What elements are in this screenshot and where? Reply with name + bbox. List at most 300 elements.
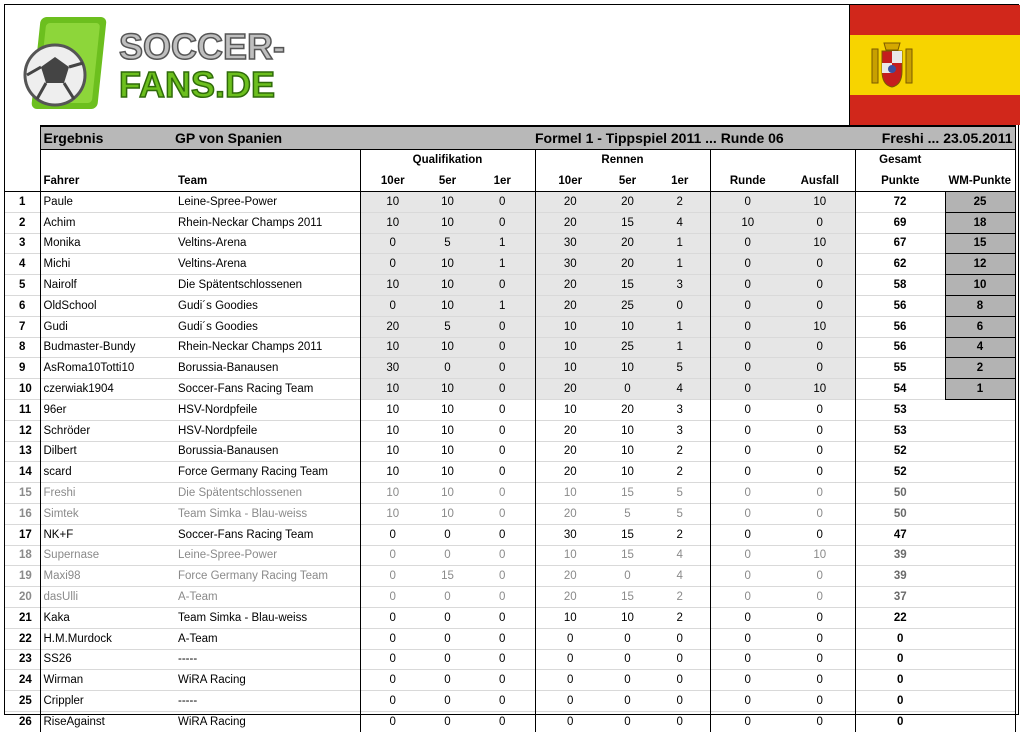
q5-cell: 0 <box>425 545 470 566</box>
q1-cell: 0 <box>470 399 535 420</box>
team-cell: Rhein-Neckar Champs 2011 <box>175 337 360 358</box>
team-cell: HSV-Nordpfeile <box>175 420 360 441</box>
wm-punkte-cell <box>945 566 1015 587</box>
q10-cell: 0 <box>360 628 425 649</box>
q5-cell: 0 <box>425 524 470 545</box>
r1-cell: 1 <box>650 316 710 337</box>
ausfall-cell: 0 <box>785 441 855 462</box>
q1-cell: 0 <box>470 275 535 296</box>
fahrer-cell: AsRoma10Totti10 <box>40 358 175 379</box>
r5-cell: 15 <box>605 212 650 233</box>
runde-cell: 0 <box>710 628 785 649</box>
q5-cell: 5 <box>425 233 470 254</box>
q5-cell: 0 <box>425 711 470 731</box>
r10-cell: 10 <box>535 483 605 504</box>
q5-cell: 10 <box>425 337 470 358</box>
r10-cell: 10 <box>535 358 605 379</box>
ausfall-cell: 0 <box>785 420 855 441</box>
r10-cell: 30 <box>535 233 605 254</box>
q10-cell: 10 <box>360 275 425 296</box>
punkte-cell: 0 <box>855 691 945 712</box>
results-sheet <box>4 4 1019 728</box>
fahrer-cell: Crippler <box>40 691 175 712</box>
punkte-cell: 0 <box>855 711 945 731</box>
r1-cell: 5 <box>650 503 710 524</box>
rank-cell: 24 <box>5 670 40 691</box>
rank-cell: 16 <box>5 503 40 524</box>
r10-cell: 10 <box>535 316 605 337</box>
r10-cell: 30 <box>535 524 605 545</box>
r1-cell: 1 <box>650 233 710 254</box>
punkte-cell: 50 <box>855 483 945 504</box>
r1-cell: 4 <box>650 566 710 587</box>
team-cell: Force Germany Racing Team <box>175 566 360 587</box>
fahrer-cell: dasUlli <box>40 587 175 608</box>
q1-cell: 0 <box>470 691 535 712</box>
team-cell: Leine-Spree-Power <box>175 192 360 213</box>
punkte-cell: 53 <box>855 420 945 441</box>
rank-cell: 11 <box>5 399 40 420</box>
group-qualifikation: Qualifikation <box>360 150 535 171</box>
rank-cell: 17 <box>5 524 40 545</box>
rank-cell: 12 <box>5 420 40 441</box>
team-cell: Die Spätentschlossenen <box>175 483 360 504</box>
q10-cell: 10 <box>360 503 425 524</box>
runde-cell: 0 <box>710 691 785 712</box>
table-row <box>5 379 1015 400</box>
col-r10: 10er <box>535 170 605 192</box>
ergebnis-label: Ergebnis <box>40 126 175 150</box>
r10-cell: 10 <box>535 337 605 358</box>
wm-punkte-cell <box>945 628 1015 649</box>
r10-cell: 20 <box>535 192 605 213</box>
col-punkte: Punkte <box>855 170 945 192</box>
rank-cell: 8 <box>5 337 40 358</box>
wm-punkte-cell <box>945 670 1015 691</box>
r10-cell: 10 <box>535 545 605 566</box>
q10-cell: 0 <box>360 587 425 608</box>
punkte-cell: 56 <box>855 316 945 337</box>
table-row <box>5 275 1015 296</box>
ausfall-cell: 0 <box>785 399 855 420</box>
punkte-cell: 62 <box>855 254 945 275</box>
wm-punkte-cell <box>945 545 1015 566</box>
q1-cell: 0 <box>470 503 535 524</box>
r5-cell: 10 <box>605 607 650 628</box>
wm-punkte-cell: 15 <box>945 233 1015 254</box>
q5-cell: 10 <box>425 295 470 316</box>
punkte-cell: 50 <box>855 503 945 524</box>
punkte-cell: 58 <box>855 275 945 296</box>
r5-cell: 15 <box>605 483 650 504</box>
q10-cell: 0 <box>360 524 425 545</box>
table-row <box>5 399 1015 420</box>
q10-cell: 0 <box>360 566 425 587</box>
r1-cell: 2 <box>650 607 710 628</box>
ausfall-cell: 0 <box>785 462 855 483</box>
table-row <box>5 358 1015 379</box>
r5-cell: 0 <box>605 628 650 649</box>
group-header-row <box>5 150 1015 171</box>
q5-cell: 0 <box>425 358 470 379</box>
q10-cell: 0 <box>360 607 425 628</box>
team-cell: Veltins-Arena <box>175 254 360 275</box>
r5-cell: 25 <box>605 337 650 358</box>
r1-cell: 0 <box>650 670 710 691</box>
q10-cell: 10 <box>360 192 425 213</box>
runde-cell: 0 <box>710 233 785 254</box>
r5-cell: 15 <box>605 587 650 608</box>
punkte-cell: 0 <box>855 670 945 691</box>
fahrer-cell: NK+F <box>40 524 175 545</box>
punkte-cell: 55 <box>855 358 945 379</box>
wm-punkte-cell: 1 <box>945 379 1015 400</box>
r5-cell: 0 <box>605 670 650 691</box>
q5-cell: 10 <box>425 483 470 504</box>
table-row <box>5 420 1015 441</box>
ausfall-cell: 0 <box>785 711 855 731</box>
q10-cell: 10 <box>360 441 425 462</box>
runde-cell: 0 <box>710 420 785 441</box>
wm-punkte-cell <box>945 483 1015 504</box>
q5-cell: 10 <box>425 462 470 483</box>
rank-cell: 22 <box>5 628 40 649</box>
q10-cell: 0 <box>360 545 425 566</box>
r1-cell: 4 <box>650 379 710 400</box>
q10-cell: 10 <box>360 212 425 233</box>
table-row <box>5 587 1015 608</box>
r10-cell: 10 <box>535 607 605 628</box>
table-row <box>5 566 1015 587</box>
q1-cell: 0 <box>470 566 535 587</box>
col-wm-punkte: WM-Punkte <box>945 170 1015 192</box>
fahrer-cell: czerwiak1904 <box>40 379 175 400</box>
table-row <box>5 233 1015 254</box>
fahrer-cell: Monika <box>40 233 175 254</box>
logo-text-bottom: FANS.DE <box>119 64 276 105</box>
r10-cell: 20 <box>535 462 605 483</box>
rank-cell: 6 <box>5 295 40 316</box>
ausfall-cell: 0 <box>785 649 855 670</box>
ausfall-cell: 0 <box>785 503 855 524</box>
wm-punkte-cell <box>945 399 1015 420</box>
ausfall-cell: 0 <box>785 295 855 316</box>
rank-cell: 4 <box>5 254 40 275</box>
q5-cell: 15 <box>425 566 470 587</box>
col-fahrer: Fahrer <box>40 170 175 192</box>
wm-punkte-cell <box>945 587 1015 608</box>
team-cell: HSV-Nordpfeile <box>175 399 360 420</box>
punkte-cell: 47 <box>855 524 945 545</box>
r10-cell: 20 <box>535 587 605 608</box>
rank-cell: 14 <box>5 462 40 483</box>
rank-cell: 1 <box>5 192 40 213</box>
q10-cell: 0 <box>360 295 425 316</box>
fahrer-cell: Nairolf <box>40 275 175 296</box>
r1-cell: 5 <box>650 483 710 504</box>
ausfall-cell: 0 <box>785 670 855 691</box>
q5-cell: 0 <box>425 649 470 670</box>
r10-cell: 0 <box>535 649 605 670</box>
title-row <box>5 126 1015 150</box>
fahrer-cell: Maxi98 <box>40 566 175 587</box>
table-row <box>5 711 1015 731</box>
r5-cell: 10 <box>605 420 650 441</box>
table-row <box>5 691 1015 712</box>
r1-cell: 0 <box>650 295 710 316</box>
wm-punkte-cell: 12 <box>945 254 1015 275</box>
fahrer-cell: Dilbert <box>40 441 175 462</box>
rank-cell: 21 <box>5 607 40 628</box>
punkte-cell: 72 <box>855 192 945 213</box>
team-cell: ----- <box>175 691 360 712</box>
punkte-cell: 69 <box>855 212 945 233</box>
ausfall-cell: 10 <box>785 316 855 337</box>
q5-cell: 0 <box>425 587 470 608</box>
team-cell: Gudi´s Goodies <box>175 316 360 337</box>
q10-cell: 0 <box>360 711 425 731</box>
q1-cell: 0 <box>470 212 535 233</box>
q1-cell: 0 <box>470 316 535 337</box>
q1-cell: 0 <box>470 711 535 731</box>
col-q1: 1er <box>470 170 535 192</box>
spain-flag <box>849 5 1020 125</box>
wm-punkte-cell <box>945 503 1015 524</box>
table-row <box>5 607 1015 628</box>
punkte-cell: 52 <box>855 441 945 462</box>
r1-cell: 2 <box>650 192 710 213</box>
col-ausfall: Ausfall <box>785 170 855 192</box>
wm-punkte-cell: 6 <box>945 316 1015 337</box>
r1-cell: 1 <box>650 337 710 358</box>
r1-cell: 2 <box>650 441 710 462</box>
punkte-cell: 0 <box>855 628 945 649</box>
q10-cell: 0 <box>360 233 425 254</box>
fahrer-cell: Simtek <box>40 503 175 524</box>
punkte-cell: 37 <box>855 587 945 608</box>
fahrer-cell: Gudi <box>40 316 175 337</box>
table-row <box>5 295 1015 316</box>
r10-cell: 20 <box>535 566 605 587</box>
wm-punkte-cell <box>945 420 1015 441</box>
wm-punkte-cell: 25 <box>945 192 1015 213</box>
wm-punkte-cell <box>945 607 1015 628</box>
logo-text-top: SOCCER- <box>119 26 286 67</box>
team-cell: Gudi´s Goodies <box>175 295 360 316</box>
r5-cell: 20 <box>605 399 650 420</box>
runde-cell: 0 <box>710 649 785 670</box>
rank-cell: 15 <box>5 483 40 504</box>
q10-cell: 0 <box>360 670 425 691</box>
runde-cell: 0 <box>710 670 785 691</box>
q10-cell: 0 <box>360 254 425 275</box>
ausfall-cell: 0 <box>785 275 855 296</box>
q5-cell: 0 <box>425 670 470 691</box>
q1-cell: 0 <box>470 545 535 566</box>
coat-of-arms-icon <box>870 39 914 91</box>
team-cell: Rhein-Neckar Champs 2011 <box>175 212 360 233</box>
rank-cell: 18 <box>5 545 40 566</box>
runde-cell: 10 <box>710 212 785 233</box>
ausfall-cell: 0 <box>785 524 855 545</box>
punkte-cell: 52 <box>855 462 945 483</box>
r10-cell: 0 <box>535 670 605 691</box>
q1-cell: 0 <box>470 649 535 670</box>
q5-cell: 10 <box>425 441 470 462</box>
r1-cell: 0 <box>650 711 710 731</box>
runde-cell: 0 <box>710 503 785 524</box>
team-cell: Soccer-Fans Racing Team <box>175 379 360 400</box>
q5-cell: 10 <box>425 275 470 296</box>
fahrer-cell: OldSchool <box>40 295 175 316</box>
runde-cell: 0 <box>710 462 785 483</box>
ausfall-cell: 0 <box>785 587 855 608</box>
r10-cell: 0 <box>535 711 605 731</box>
table-row <box>5 503 1015 524</box>
q1-cell: 0 <box>470 337 535 358</box>
q1-cell: 1 <box>470 295 535 316</box>
runde-cell: 0 <box>710 524 785 545</box>
column-header-row <box>5 170 1015 192</box>
r5-cell: 10 <box>605 462 650 483</box>
team-cell: Team Simka - Blau-weiss <box>175 607 360 628</box>
runde-cell: 0 <box>710 441 785 462</box>
game-title: Formel 1 - Tippspiel 2011 ... Runde 06 <box>535 126 855 150</box>
r1-cell: 2 <box>650 462 710 483</box>
wm-punkte-cell <box>945 649 1015 670</box>
r5-cell: 0 <box>605 379 650 400</box>
table-row <box>5 545 1015 566</box>
runde-cell: 0 <box>710 275 785 296</box>
q5-cell: 10 <box>425 420 470 441</box>
runde-cell: 0 <box>710 358 785 379</box>
col-r5: 5er <box>605 170 650 192</box>
results-table <box>5 125 1016 732</box>
table-row <box>5 254 1015 275</box>
q1-cell: 0 <box>470 441 535 462</box>
fahrer-cell: Paule <box>40 192 175 213</box>
r1-cell: 2 <box>650 524 710 545</box>
runde-cell: 0 <box>710 337 785 358</box>
q5-cell: 0 <box>425 607 470 628</box>
q10-cell: 10 <box>360 483 425 504</box>
q10-cell: 30 <box>360 358 425 379</box>
q1-cell: 0 <box>470 462 535 483</box>
fahrer-cell: Wirman <box>40 670 175 691</box>
punkte-cell: 39 <box>855 545 945 566</box>
team-cell: Soccer-Fans Racing Team <box>175 524 360 545</box>
q1-cell: 0 <box>470 192 535 213</box>
r1-cell: 4 <box>650 545 710 566</box>
q5-cell: 10 <box>425 254 470 275</box>
wm-punkte-cell <box>945 524 1015 545</box>
r10-cell: 0 <box>535 628 605 649</box>
ausfall-cell: 0 <box>785 212 855 233</box>
fahrer-cell: RiseAgainst <box>40 711 175 731</box>
fahrer-cell: Supernase <box>40 545 175 566</box>
runde-cell: 0 <box>710 295 785 316</box>
q1-cell: 0 <box>470 587 535 608</box>
q5-cell: 10 <box>425 212 470 233</box>
q1-cell: 0 <box>470 483 535 504</box>
team-cell: WiRA Racing <box>175 711 360 731</box>
punkte-cell: 67 <box>855 233 945 254</box>
punkte-cell: 56 <box>855 295 945 316</box>
rank-cell: 13 <box>5 441 40 462</box>
table-row <box>5 462 1015 483</box>
r5-cell: 10 <box>605 358 650 379</box>
team-cell: A-Team <box>175 587 360 608</box>
r1-cell: 1 <box>650 254 710 275</box>
punkte-cell: 0 <box>855 649 945 670</box>
runde-cell: 0 <box>710 254 785 275</box>
q1-cell: 0 <box>470 358 535 379</box>
wm-punkte-cell: 2 <box>945 358 1015 379</box>
runde-cell: 0 <box>710 483 785 504</box>
wm-punkte-cell <box>945 711 1015 731</box>
runde-cell: 0 <box>710 566 785 587</box>
r1-cell: 3 <box>650 399 710 420</box>
ausfall-cell: 10 <box>785 192 855 213</box>
fahrer-cell: Schröder <box>40 420 175 441</box>
team-cell: Borussia-Banausen <box>175 441 360 462</box>
rank-cell: 7 <box>5 316 40 337</box>
team-cell: ----- <box>175 649 360 670</box>
r1-cell: 5 <box>650 358 710 379</box>
r10-cell: 20 <box>535 295 605 316</box>
r5-cell: 10 <box>605 441 650 462</box>
fahrer-cell: Kaka <box>40 607 175 628</box>
soccer-fans-logo <box>19 15 289 115</box>
col-r1: 1er <box>650 170 710 192</box>
table-row <box>5 337 1015 358</box>
punkte-cell: 39 <box>855 566 945 587</box>
rank-cell: 20 <box>5 587 40 608</box>
rank-cell: 2 <box>5 212 40 233</box>
team-cell: Team Simka - Blau-weiss <box>175 503 360 524</box>
ausfall-cell: 10 <box>785 233 855 254</box>
author-stamp: Freshi ... 23.05.2011 <box>855 126 1015 150</box>
q5-cell: 5 <box>425 316 470 337</box>
table-row <box>5 670 1015 691</box>
ausfall-cell: 10 <box>785 545 855 566</box>
r10-cell: 20 <box>535 379 605 400</box>
r5-cell: 5 <box>605 503 650 524</box>
fahrer-cell: SS26 <box>40 649 175 670</box>
wm-punkte-cell: 18 <box>945 212 1015 233</box>
ausfall-cell: 0 <box>785 483 855 504</box>
fahrer-cell: Budmaster-Bundy <box>40 337 175 358</box>
r10-cell: 20 <box>535 275 605 296</box>
ausfall-cell: 0 <box>785 566 855 587</box>
r10-cell: 20 <box>535 441 605 462</box>
q1-cell: 1 <box>470 233 535 254</box>
r10-cell: 20 <box>535 420 605 441</box>
col-q10: 10er <box>360 170 425 192</box>
wm-punkte-cell <box>945 441 1015 462</box>
r10-cell: 30 <box>535 254 605 275</box>
table-row <box>5 628 1015 649</box>
punkte-cell: 56 <box>855 337 945 358</box>
table-row <box>5 316 1015 337</box>
q1-cell: 1 <box>470 254 535 275</box>
q5-cell: 0 <box>425 691 470 712</box>
runde-cell: 0 <box>710 545 785 566</box>
team-cell: Veltins-Arena <box>175 233 360 254</box>
table-row <box>5 212 1015 233</box>
r1-cell: 0 <box>650 628 710 649</box>
team-cell: Borussia-Banausen <box>175 358 360 379</box>
